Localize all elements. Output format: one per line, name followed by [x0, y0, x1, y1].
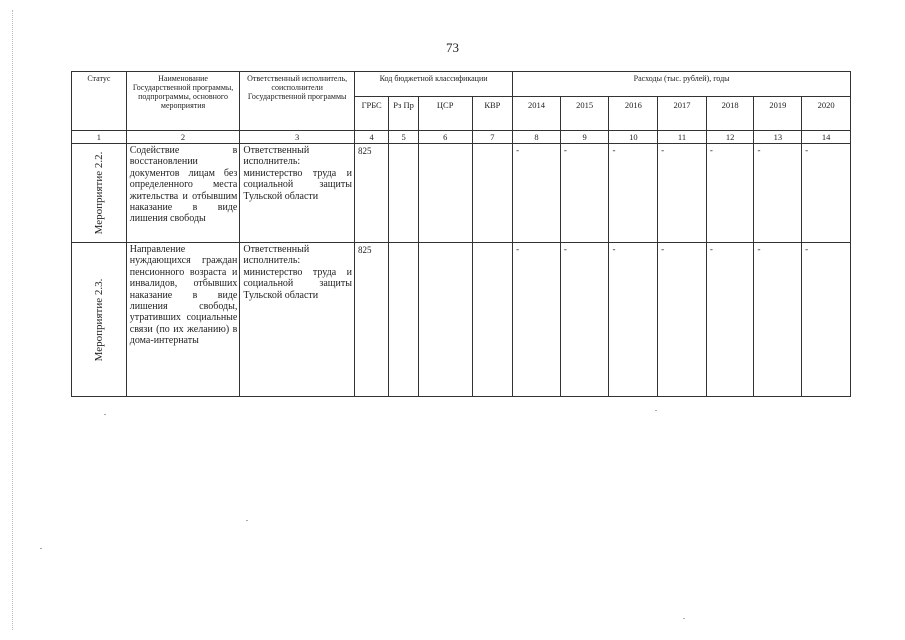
- status-label: Мероприятие 2.2.: [92, 151, 105, 235]
- row-kvr: [472, 243, 513, 397]
- column-number: 1: [72, 131, 127, 144]
- column-number: 8: [513, 131, 561, 144]
- row-value: -: [706, 144, 754, 243]
- row-csr: [418, 144, 472, 243]
- header-status: Статус: [72, 72, 127, 131]
- scan-speck: [40, 548, 42, 549]
- column-number: 11: [658, 131, 707, 144]
- row-value: -: [754, 144, 802, 243]
- header-rzpr: Рз Пр: [389, 97, 418, 131]
- column-number: 7: [472, 131, 513, 144]
- header-year: 2017: [658, 97, 707, 131]
- column-numbers-row: [72, 131, 851, 144]
- row-name: Содействие в восстановлении документов лицам без определенного места жительства и отбывшим наказание в виде лишения свободы: [126, 144, 240, 243]
- column-number: 2: [126, 131, 240, 144]
- row-value: -: [802, 144, 851, 243]
- row-value: -: [560, 243, 609, 397]
- row-value: -: [609, 144, 658, 243]
- column-number: 3: [240, 131, 355, 144]
- row-name: Направление нуждающихся граждан пенсионного возраста и инвалидов, отбывших наказание в виде лишения свободы, утративших социальные связи (по их желанию) в дома-интернаты: [126, 243, 240, 397]
- header-kvr: КВР: [472, 97, 513, 131]
- row-value: -: [658, 144, 707, 243]
- scan-speck: [246, 520, 248, 521]
- header-year: 2016: [609, 97, 658, 131]
- row-value: -: [560, 144, 609, 243]
- row-value: -: [802, 243, 851, 397]
- column-number: 10: [609, 131, 658, 144]
- header-csr: ЦСР: [418, 97, 472, 131]
- table-row: [72, 144, 851, 243]
- header-year: 2018: [706, 97, 754, 131]
- row-value: -: [609, 243, 658, 397]
- row-value: -: [754, 243, 802, 397]
- row-grbs: 825: [354, 144, 388, 243]
- scan-margin-marks: [12, 10, 13, 630]
- column-number: 9: [560, 131, 609, 144]
- column-number: 4: [354, 131, 388, 144]
- page-number: 73: [446, 40, 459, 55]
- header-grbs: ГРБС: [354, 97, 388, 131]
- row-value: -: [513, 144, 561, 243]
- column-number: 14: [802, 131, 851, 144]
- scan-speck: [104, 414, 106, 415]
- column-number: 5: [389, 131, 418, 144]
- row-value: -: [706, 243, 754, 397]
- status-label: Мероприятие 2.3.: [92, 278, 105, 361]
- column-number: 12: [706, 131, 754, 144]
- header-year: 2014: [513, 97, 561, 131]
- scan-speck: [655, 410, 657, 411]
- header-executor: Ответственный исполнитель, соисполнители Государственной программы: [240, 72, 355, 131]
- row-value: -: [513, 243, 561, 397]
- row-csr: [418, 243, 472, 397]
- budget-table: [71, 71, 851, 397]
- row-executor: Ответственный исполнитель: министерство труда и социальной защиты Тульской области: [240, 243, 355, 397]
- table-row: [72, 243, 851, 397]
- header-year: 2019: [754, 97, 802, 131]
- row-value: -: [658, 243, 707, 397]
- row-kvr: [472, 144, 513, 243]
- row-grbs: 825: [354, 243, 388, 397]
- row-rzpr: [389, 144, 418, 243]
- column-number: 6: [418, 131, 472, 144]
- column-number: 13: [754, 131, 802, 144]
- row-rzpr: [389, 243, 418, 397]
- header-year: 2020: [802, 97, 851, 131]
- row-status: [72, 144, 127, 243]
- header-expenses: Расходы (тыс. рублей), годы: [513, 72, 851, 97]
- header-name: Наименование Государственной программы, подпрограммы, основного мероприятия: [126, 72, 240, 131]
- scan-speck: [683, 618, 685, 619]
- header-year: 2015: [560, 97, 609, 131]
- header-budget-code: Код бюджетной классификации: [354, 72, 512, 97]
- row-status: [72, 243, 127, 397]
- row-executor: Ответственный исполнитель: министерство труда и социальной защиты Тульской области: [240, 144, 355, 243]
